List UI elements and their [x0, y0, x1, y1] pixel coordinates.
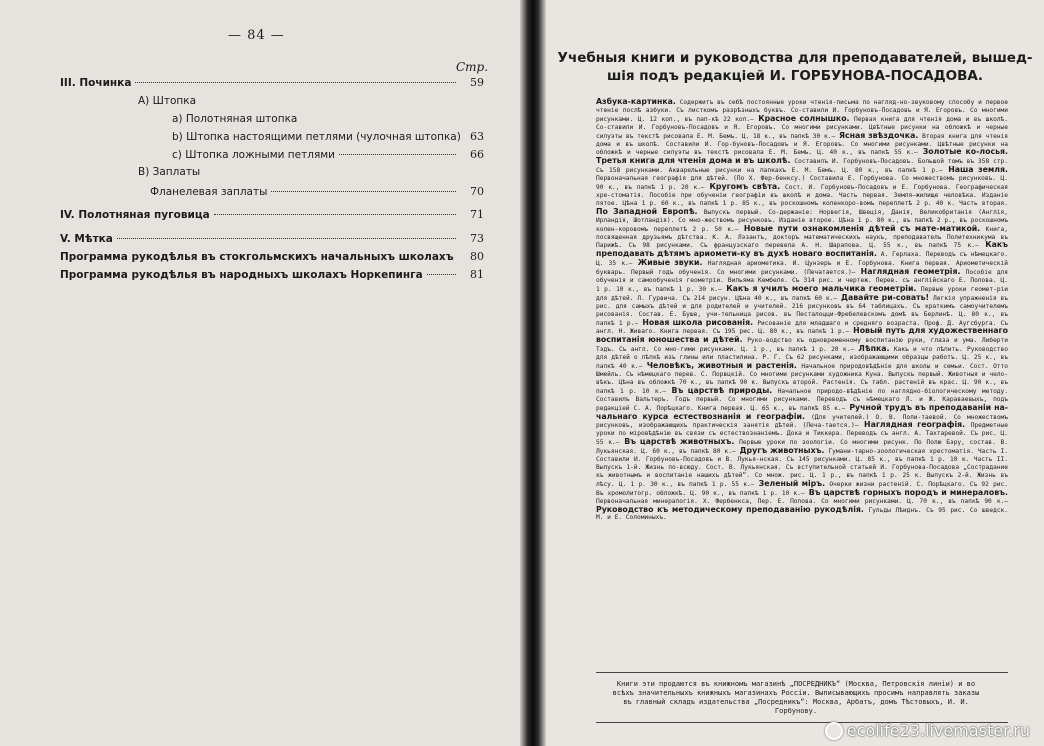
book-description: Составилъ И. Горбуновъ-Посадовъ. Большой томъ въ 358 стр. Съ 158 рисунками. Акварельные рисунки на папкахъ Е. М. Бемъ. Ц. 80 к., въ папкѣ 1 р.— [596, 158, 1008, 175]
book-description: Легкія упражненія въ рис. для самыхъ дѣтей и для родителей и учителей. 216 рисунковъ въ 64 таблицахъ. Съ краткимъ самоучителемъ рисованія. Состав. Е. Буше, учи-тельница рисов. въ Песталоцци-Фребелевскомъ домѣ въ Берлинѣ. Ц. 80 к., въ папкѣ 1 р.— [596, 294, 1008, 327]
book-title: Азбука-картинка. [596, 97, 676, 106]
toc-row [172, 148, 484, 161]
book-title: Зеленый міръ. [758, 478, 826, 488]
book-title: Кругомъ свѣта. [709, 182, 781, 192]
book-description: Рисованіе для младшаго и средняго возраста. Проф. Д. Аугсбурга. Съ англ. Н. Живаго. Книга первая. Съ 195 рис. Ц. 80 к., въ папкѣ 1 р.— [596, 319, 1008, 336]
book-title: Въ царствѣ горныхъ породъ и минераловъ. [808, 487, 1009, 497]
toc-row [150, 185, 484, 198]
toc-label: IV. Полотняная пуговица [60, 209, 210, 221]
toc-label: c) Штопка ложными петлями [172, 149, 336, 161]
book-title: Въ царствѣ животныхъ. [624, 437, 735, 447]
page-column-header: Стр. [456, 60, 489, 74]
catalog-paragraph [596, 98, 1008, 522]
book-description: Книга, посвященная друзьямъ дѣтства. К. А. Лэзантъ, докторъ математическихъ наукъ, преподаватель Политехникума въ Парижѣ. Съ 98 рисунками. Съ французскаго перевела А. Н. Шарапова. Ц. 55 к., въ папкѣ 75 к.— [596, 225, 1009, 250]
toc-page: 80 [470, 250, 484, 263]
book-description: Какъ и что лѣпить. Руководство для дѣтей о лѣпкѣ изъ глины или пластилина. Р. Г. Съ 62 рисунками, изображающими образцы работъ. Ц. 25 к., въ папкѣ 40 к.— [596, 346, 1008, 371]
book-description: Первая книга для чтенія дома и въ школѣ. Со-ставили И. Горбуновъ-Посадовъ и Я. Егоровъ. Со многими рисунками. Цвѣтные рисунки на обложкѣ и черные силуэты въ текстѣ рисовала Е. М. Бемъ. Ц. 18 к., въ папкѣ 30 к.— [596, 115, 1009, 140]
toc-page: 63 [470, 130, 484, 143]
toc-label: a) Полотняная штопка [172, 113, 298, 125]
toc-row [172, 113, 297, 125]
book-title: Наша земля. [948, 165, 1008, 175]
book-title: Ручной трудъ въ преподаваніи на-чальнаго курса естествознанія и географіи. [596, 402, 1008, 421]
book-title: Красное солнышко. [758, 113, 850, 123]
book-description: Выпускъ первый. Со-держаніе: Норвегія, Швеція, Данія, Великобританія (Англія, Ирландія, Шотландія). Со мно-жествомъ рисунковъ. Изданіе второе. Цѣна 1 р. 80 к., въ папкѣ 2 р., въ роскошномъ колен-коровомъ переплетѣ 2 р. 50 к.— [596, 208, 1008, 233]
book-description: Первоначальная минералогія. Х. Фербенкса, Пер. Е. Попова. Со многими рисунками. Ц. 70 к., въ папкѣ 90 к.— [596, 497, 1008, 505]
footer-note: Книги эти продаются въ книжномъ магазинѣ „ПОСРЕДНИКЪ“ (Москва, Петровскія линіи) и во всѣхъ значительныхъ книжныхъ магазинахъ Россіи. Выписывающихъ просимъ направлять заказы въ главный складъ издательства „Посредникъ“: Москва, Арбатъ, домъ Тѣстовыхъ, И. И. Горбунову. [612, 680, 980, 715]
book-title: Наглядная географія. [864, 420, 966, 430]
toc-label: Фланелевая заплаты [150, 186, 268, 198]
toc-page: 70 [470, 185, 484, 198]
book-title: Третья книга для чтенія дома и въ школѣ. [596, 156, 791, 166]
catalog-heading-line-2: шія подъ редакціей И. ГОРБУНОВА-ПОСАДОВА. [606, 68, 984, 84]
toc-label: b) Штопка настоящими петлями (чулочная штопка) [172, 131, 461, 143]
book-title: Наглядная геометрія. [860, 267, 961, 277]
book-description: Первые уроки геомет-ріи для дѣтей. Л. Гурвича. Съ 214 рисун. Цѣна 40 к., въ папкѣ 60 к.— [596, 285, 1008, 302]
book-description: Начальное природо-вѣдѣніе по наглядно-біологическому методу. Составилъ Вальтеръ. Годъ первый. Со многими рисунками. Переводъ съ нѣмецкаго Л. и Ж. Караваевыхъ, подъ редакціей С. А. Порѣцкаго. Книга первая. Ц. 65 к., въ папкѣ 85 к.— [596, 387, 1008, 412]
toc-row [60, 76, 484, 89]
catalog-entries [596, 98, 1008, 522]
toc-page: 73 [470, 232, 484, 245]
toc-label: V. Мѣтка [60, 233, 113, 245]
book-description: Сост. И. Горбуновъ-Посадовъ и Е. Горбунова. Географическая хре-стоматія. Пособіе при обученіи географіи въ школѣ и дома. Часть первая. Земля—жилище человѣка. Изданіе пятое. Цѣна 1 р. 60 к., въ папкѣ 1 р. 85 к., въ роскошномъ коленкоро-вомъ переплетѣ 2 р. 40 к. Часть вторая. [596, 184, 1009, 207]
book-description: Гульды Лѣиднъ. Съ 95 рис. Со шведск. М. и Е. Соломиныхъ. [596, 506, 1009, 522]
right-page [546, 0, 1044, 746]
toc-page: 71 [470, 208, 484, 221]
book-description: Первоначальная географія для дѣтей. (По Х. Фер-бенксу.) Составила Е. Горбунова. Со множествомъ рисунковъ. Ц. 90 к., въ папкѣ 1 р. 20 к.— [596, 175, 1008, 192]
book-description: Предметные уроки по міровѣдѣнію въ связи съ естествознаніемъ. Дока и Тиккера. Переводъ съ англ. А. Тахтаревой. Съ рис. Ц. 55 к.— [596, 422, 1008, 447]
toc-row [172, 130, 484, 143]
footer-rule [596, 672, 1008, 673]
book-description: Содержитъ въ себѣ постоянные уроки чтенія-письма по нагляд-но-звуковому способу и первое чтеніе послѣ азбуки. Съ листкомъ разрѣзныхъ буквъ. Со-ставили И. Горбуновъ-Посадовъ и Я. Егоровъ. Со многими рисунками. Ц. 12 коп., въ пап-кѣ 22 коп.— [596, 99, 1008, 123]
toc-row [60, 268, 484, 281]
book-description: Пособіе для обученія и самообученія геометріи. Вильяма Кембеля. Съ 314 рис. и чертеж. Перев. съ англійскаго Е. Попова. Ц. 1 р. 10 к., въ папкѣ 1 р. 30 к.— [596, 269, 1009, 293]
watermark [825, 721, 1030, 740]
page-number: — 84 — [228, 28, 285, 43]
watermark-text: ecolife23.livemaster.ru [846, 721, 1030, 740]
toc-label: А) Штопка [138, 95, 197, 107]
book-description: Наглядная ариометика. И. Цунзеръ и Е. Горбунова. Книга первая. Ариометическій букварь. Первый годъ обученія. Со многими рисунками. (Печатается.)— [596, 260, 1008, 277]
toc-row [138, 166, 200, 178]
book-title: По Западной Европѣ. [596, 206, 698, 216]
book-title: Человѣкъ, животныя и растенія. [646, 361, 797, 371]
toc-page: 66 [470, 148, 484, 161]
book-title: Новая школа рисованія. [642, 317, 754, 327]
watermark-logo-icon [825, 722, 843, 740]
book-description: Руко-водство къ одновременному воспитанію руки, глаза и ума. Либерти Тэдъ. Съ англ. Со мно-гими рисунками. Ц. 1 р., въ папкѣ 1 р. 20 к.— [596, 337, 1008, 354]
book-title: Руководство къ методическому преподаванію рукодѣлія. [596, 504, 864, 514]
toc-row [60, 250, 484, 263]
book-title: Какъ преподавать дѣтямъ ариомети-ку въ духѣ новаго воспитанія. [596, 240, 1008, 259]
catalog-heading-line-1: Учебныя книги и руководства для преподавателей, вышед- [557, 50, 1033, 66]
book-title: Какъ я училъ моего мальчика геометріи. [726, 283, 917, 293]
toc-label: Программа рукодѣлья въ стокгольмскихъ начальныхъ школахъ [60, 251, 454, 263]
toc-row [138, 95, 196, 107]
book-description: Начальное природовѣдѣніе для школы и семьи. Сост. Отто Шмейль. Съ нѣмецкаго перев. С. Порвцкій. Со многими рисунками художника Куна. Выпускъ первый. Животныя и чело-вѣкъ. Цѣна въ обложкѣ 70 к., въ папкѣ 90 к. Выпускъ второй. Растенія. Съ табл. растеній въ крас. Ц. 90 к., въ папкѣ 1 р. 10 к.— [596, 363, 1008, 395]
toc-label: Программа рукодѣлья въ народныхъ школахъ Норкепинга [60, 269, 423, 281]
book-title: Другъ животныхъ. [739, 446, 825, 456]
book-title: Въ царствѣ природы. [671, 385, 773, 395]
book-description: Очерки жизни растеній. С. Порѣцкаго. Съ 92 рис. Въ хромолитогр. обложкѣ. Ц. 90 к., въ папкѣ 1 р. 10 к.— [596, 480, 1009, 497]
toc-row [60, 208, 484, 221]
book-title: Живые звуки. [637, 258, 703, 268]
book-description: Вторая книга для чтенія дома и въ школѣ. Составили И. Гор-буновъ-Посадовъ и Я. Егоровъ. Со многими рисунками. Цвѣтные рисунки на обложкѣ и черные силуэты въ текстѣ рисовала Е. М. Бемъ. Ц. 40 к., въ папкѣ 55 к.— [596, 132, 1008, 157]
book-description: А. Герлаха. Переводъ съ нѣмецкаго. Ц. 35 к.— [596, 251, 1008, 268]
left-page [0, 0, 520, 746]
book-title: Ясная звѣздочка. [839, 130, 919, 140]
book-title: Лѣпка. [858, 344, 890, 354]
toc-page: 59 [470, 76, 484, 89]
book-title: Золотые ко-лосья. [922, 147, 1008, 157]
toc-label: В) Заплаты [138, 166, 201, 178]
book-title: Новый путь для художественнаго воспитанія юношества и дѣтей. [596, 326, 1008, 345]
book-title: Новые пути ознакомленія дѣтей съ мате-матикой. [743, 223, 981, 233]
toc-page: 81 [470, 268, 484, 281]
book-description: (Для учителей.) О. В. Поли-таевой. Со множествомъ рисунковъ, изображающихъ практическія занятія дѣтей. (Печа-тается.)— [596, 413, 1008, 430]
toc-label: III. Починка [60, 77, 132, 89]
book-gutter [520, 0, 546, 746]
book-description: Гумани-тарно-зоологическая хрестоматія. Часть I. Составили И. Горбуновъ-Посадовъ и В. Лукья-нская. Съ 145 рисунками. Ц. 85 к., въ папкѣ 1 р. 10 к. Часть II. Выпускъ 1-й. Жизнь по-всюду. Сост. В. Лукьянская. Съ вступительной статьей И. Горбунова-Посадова „Сострадание къ животнымъ и воспитаніе нашихъ дѣтей“. Со множ. рис. Ц. 1 р., въ папкѣ 1 р. 25 к. Выпускъ 2-й. Жизнь въ лѣсу. Ц. 1 р. 30 к., въ папкѣ 1 р. 55 к.— [596, 448, 1008, 488]
toc-row [60, 232, 484, 245]
book-description: Первые уроки по зоологіи. Со многими рисунк. По Полю Бэру, состав. В. Лукьянская. Ц. 60 к., въ папкѣ 80 к.— [596, 439, 1008, 456]
book-title: Давайте ри-совать! [841, 292, 930, 302]
